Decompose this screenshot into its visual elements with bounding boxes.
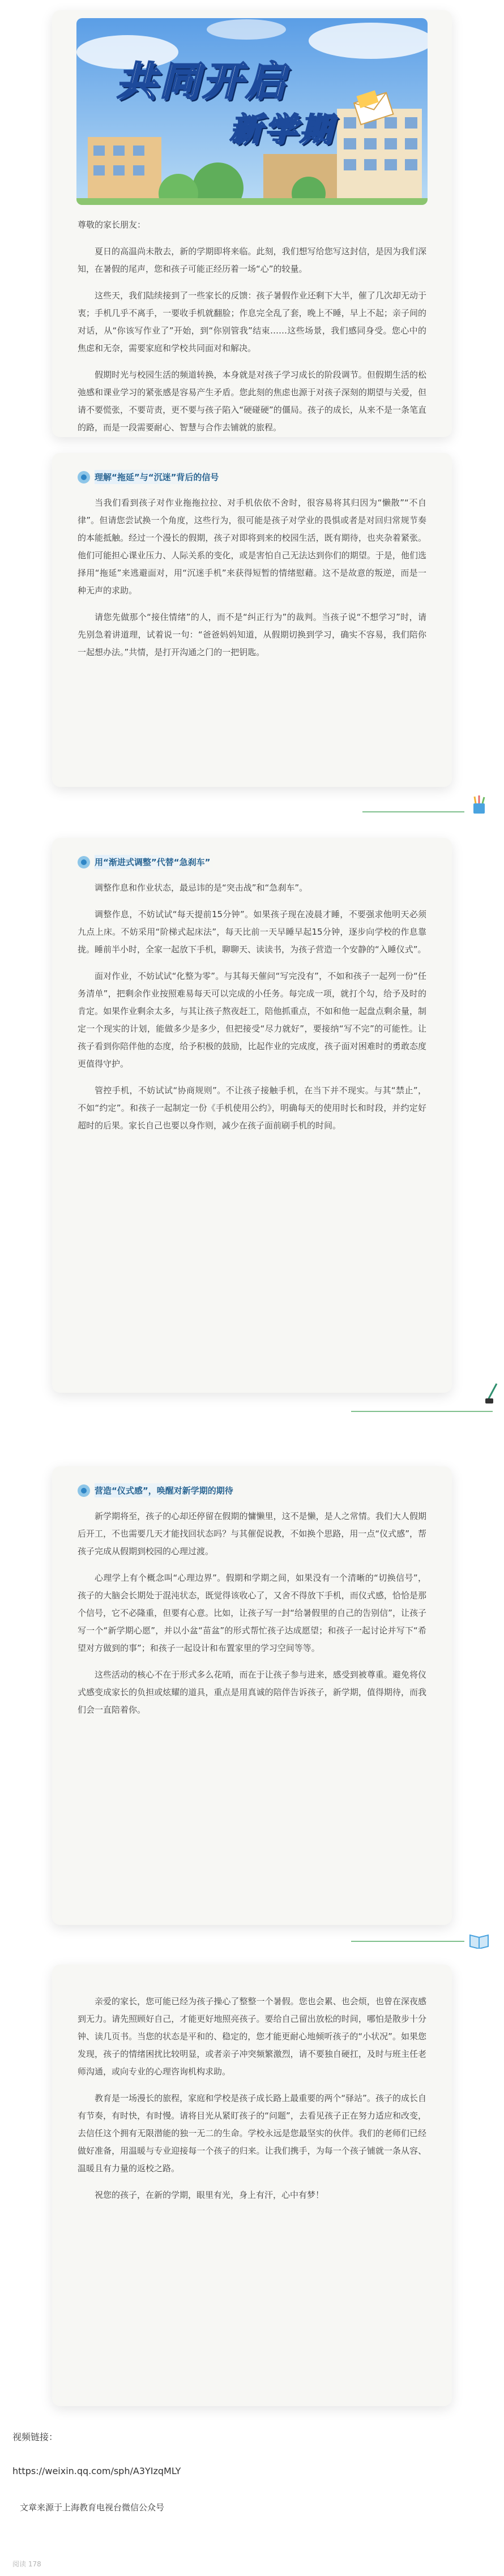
section3-paragraph: 新学期将至，孩子的心却还停留在假期的慵懒里，这不是懒，是人之常情。我们大人假期后开工，不也需要几天才能找回状态吗？与其催促说教，不如换个思路，用一点“仪式感”，帮孩子完成从假期到校园的心理过渡。 [78, 1511, 426, 1556]
read-count: 阅读 178 [12, 2560, 41, 2568]
section2-heading [78, 855, 426, 869]
section3-paragraph: 这些活动的核心不在于形式多么花哨，而在于让孩子参与进来，感受到被尊重。避免将仪式感变成家长的负担或炫耀的道具，重点是用真诚的陪伴告诉孩子，新学期，值得期待，而我们会一直陪着你。 [78, 1670, 426, 1715]
divider-line [351, 1411, 493, 1412]
intro-paragraph: 夏日的高温尚未散去，新的学期即将来临。此刻，我们想写给您写这封信，是因为我们深知，在暑假的尾声，您和孩子可能正经历着一场“心”的较量。 [78, 246, 426, 274]
banner-image [76, 18, 428, 205]
section1-paragraph: 请您先做那个“接住情绪”的人，而不是“纠正行为”的裁判。当孩子说“不想学习”时，请先别急着讲道理，试着说一句：“爸爸妈妈知道，从假期切换到学习，确实不容易，我们陪你一起想办法。”共情，是打开沟通之门的一把钥匙。 [78, 612, 426, 657]
closing-section [52, 1965, 452, 2406]
section2-card [52, 838, 452, 1393]
closing-card [52, 1965, 452, 2406]
open-book-icon [469, 1932, 489, 1949]
salutation: 尊敬的家长朋友： [78, 220, 146, 230]
ink-pen-icon [484, 1381, 499, 1404]
section1-card [52, 453, 452, 787]
divider-line [351, 1941, 464, 1942]
section2-paragraph: 面对作业，不妨试试“化整为零”。与其每天催问“写完没有”，不如和孩子一起列一份“任务清单”，把剩余作业按照难易每天可以完成的小任务。每完成一项，就打个勾，给予及时的肯定。如果作业剩余太多，与其让孩子熬夜赶工，陪他抓重点，不如和他一起盘点剩余量，制定一个现实的计划，能做多少是多少，但把接受“尽力就好”，要接纳“写不完”的可能性。让孩子看到你陪伴他的态度，给予积极的鼓励，比起作业的完成度，孩子面对困难时的勇敢态度更值得守护。 [78, 971, 426, 1069]
section2-paragraph: 调整作息，不妨试试“每天提前15分钟”。如果孩子现在凌晨才睡，不要强求他明天必须九点上床。不妨采用“阶梯式起床法”，每天比前一天早睡早起15分钟，逐步向学校的作息靠拢。睡前半小时，全家一起放下手机，聊聊天、读读书，为孩子营造一个安静的“入睡仪式”。 [78, 909, 426, 955]
bullet-icon [78, 1484, 90, 1497]
closing-paragraph: 亲爱的家长，您可能已经为孩子操心了整整一个暑假。您也会累、也会烦，也曾在深夜感到无力。请先照顾好自己，才能更好地照亮孩子。要给自己留出放松的时间，哪怕是散步十分钟、读几页书。当您的状态是平和的、稳定的，您才能更耐心地倾听孩子的“小状况”。如果您发现，孩子的情绪困扰比较明显，或者亲子冲突频繁激烈，请不要独自硬扛，及时与班主任老师沟通，或向专业的心理咨询机构求助。 [78, 1996, 426, 2077]
video-label: 视频链接： [12, 2432, 58, 2442]
intro-paragraph: 假期时光与校园生活的频道转换，本身就是对孩子学习成长的阶段调节。但假期生活的松弛感和课业学习的紧张感是容易产生矛盾。您此刻的焦虑也源于对孩子深刻的期望与关爱，但请不要慌张，不要苛责，更不要与孩子陷入“硬碰硬”的僵局。孩子的成长，从来不是一条笔直的路，而是一段需要耐心、智慧与合作去铺就的旅程。 [78, 370, 426, 433]
section2-title: 用“渐进式调整”代替“急刹车” [95, 855, 216, 869]
section1-title: 理解“拖延”与“沉迷”背后的信号 [95, 470, 224, 484]
intro-paragraph: 这些天，我们陆续接到了一些家长的反馈：孩子暑假作业还剩下大半，催了几次却无动于衷；手机几乎不离手，一要收手机就翻脸；作息完全乱了套，晚上不睡，早上不起；亲子间的对话，从“你该写作业了”开始，到“你别管我”结束……这些场景，我们感同身受。您心中的焦虑和无奈，需要家庭和学校共同面对和解决。 [78, 290, 426, 353]
section-understanding [52, 453, 452, 787]
section2-paragraph: 调整作息和作业状态，最忌讳的是“突击战”和“急刹车”。 [95, 883, 308, 893]
section1-heading [78, 470, 426, 484]
section1-paragraph: 当我们看到孩子对作业拖拖拉拉、对手机依依不舍时，很容易将其归因为“懒散”“不自律”。但请您尝试换一个角度，这些行为，很可能是孩子对学业的畏惧或者是对回归常规节奏的本能抵触。经过一个漫长的假期，孩子对即将到来的校园生活，既有期待，也夹杂着紧张。他们可能担心课业压力、人际关系的变化，或是害怕自己无法达到你们的期望。于是，他们选择用“拖延”来逃避面对，用“沉迷手机”来获得短暂的情绪慰藉。这不是故意的叛逆，而是一种无声的求助。 [78, 498, 426, 596]
section3-card [52, 1466, 452, 1925]
banner-title-line1: 共同开启 [116, 58, 288, 104]
section-gradual-adjust [52, 838, 452, 1393]
section3-title: 营造“仪式感”，唤醒对新学期的期待 [95, 1483, 239, 1497]
closing-paragraph: 教育是一场漫长的旅程，家庭和学校是孩子成长路上最重要的两个“驿站”。孩子的成长自有节奏，有时快，有时慢。请将目光从紧盯孩子的“问题”，去看见孩子正在努力适应和改变，去信任这个拥有无限潜能的独一无二的生命。学校永远是您最坚实的伙伴。我们的老师们已经做好准备，用温暖与专业迎接每一个孩子的归来。让我们携手，为每一个孩子铺就一条从容、温暖且有力量的返校之路。 [78, 2093, 426, 2173]
bullet-icon [78, 471, 90, 483]
section3-heading [78, 1483, 426, 1497]
divider-line [362, 811, 464, 812]
intro-section [52, 10, 452, 437]
section-ritual [52, 1466, 452, 1925]
article-source: 文章来源于上海教育电视台微信公众号 [20, 2502, 165, 2513]
section3-paragraph: 心理学上有个概念叫“心理边界”。假期和学期之间，如果没有一个清晰的“切换信号”，孩子的大脑会长期处于混沌状态，既觉得该收心了，又舍不得放下手机，而仪式感，恰恰是那个信号，它不必隆重，但要有心意。比如，让孩子写一封“给暑假里的自己的告别信”，让孩子写一个“新学期心愿”，并以小盆“苗盆”的形式帮忙孩子达成愿望；和孩子一起讨论并写下“希望对方做到的事”；和孩子一起设计和布置家里的学习空间等等。 [78, 1573, 426, 1653]
bullet-icon [78, 856, 90, 868]
pencil-cup-icon [470, 795, 488, 815]
banner-title-line2: 新学期 [229, 111, 335, 148]
video-link[interactable]: https://weixin.qq.com/sph/A3YIzqMLY [12, 2466, 181, 2476]
closing-paragraph: 祝您的孩子，在新的学期，眼里有光，身上有汗，心中有梦！ [95, 2190, 324, 2200]
intro-card [52, 10, 452, 437]
section2-paragraph: 管控手机，不妨试试“协商规则”。不让孩子接触手机，在当下并不现实。与其“禁止”，不如“约定”。和孩子一起制定一份《手机使用公约》，明确每天的使用时长和时段，并约定好超时的后果。家长自己也要以身作则，减少在孩子面前刷手机的时间。 [78, 1085, 426, 1131]
